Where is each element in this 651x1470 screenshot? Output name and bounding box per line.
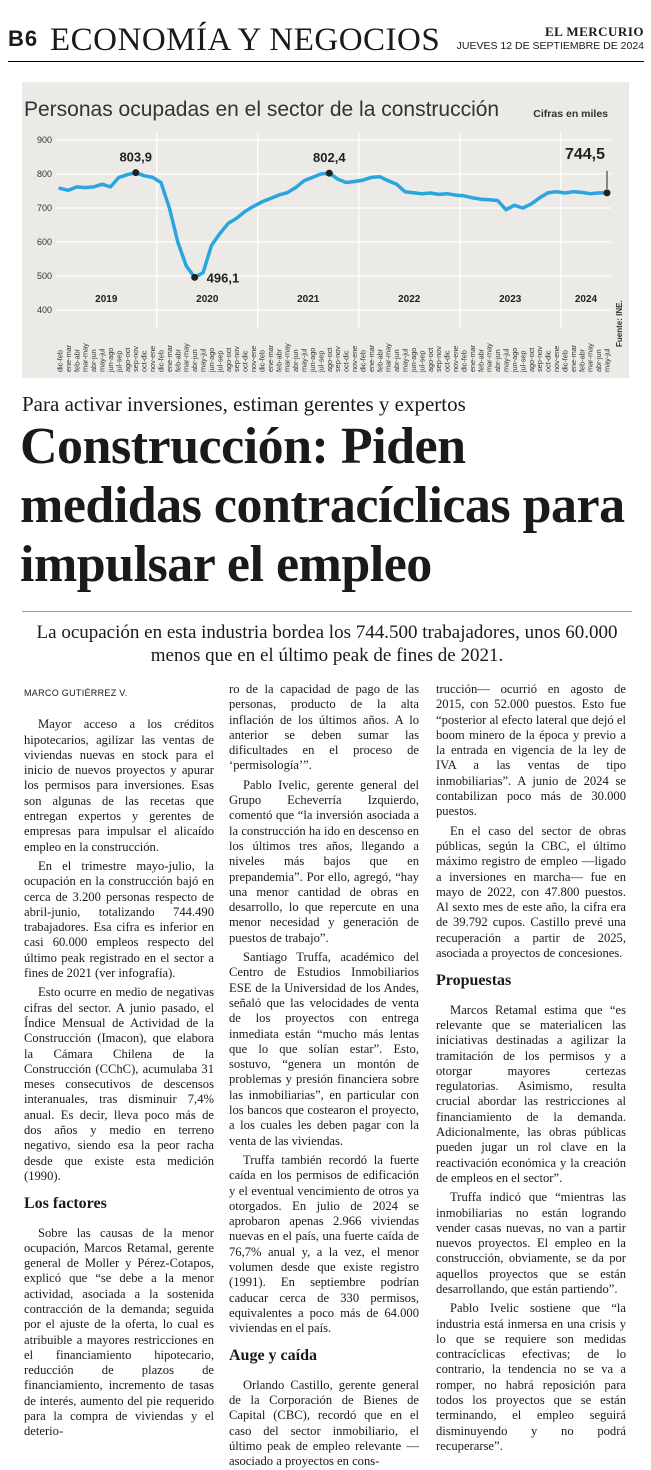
paragraph: Sobre las causas de la menor ocupación, Marcos Retamal, gerente general de Moller y Pérez-Cotapos, explicó que “se debe a la menor actividad, asociada a la sostenida contracción de la demanda; seguida por el ajuste de la oferta, lo cual es atribuible a mayores restricciones en el financiamiento hipotecario, reducción de plazos de financiamiento, incremento de tasas de interés, aumento del pie requerido para la compra de viviendas y el deterio- [24, 1225, 214, 1439]
article-column-3 [436, 682, 626, 1458]
x-tick-label: oct-dic [240, 350, 250, 372]
annotation-label: 496,1 [206, 270, 240, 286]
article-deck [22, 621, 632, 667]
y-tick-label: 800 [36, 169, 52, 179]
annotation-label: 803,9 [119, 149, 153, 165]
article-headline: Construcción: Piden medidas contracíclicas para impulsar el empleo [20, 418, 625, 593]
chart-svg [22, 82, 629, 378]
x-tick-label: abr-jun [392, 349, 402, 372]
x-tick-label: mar-may [484, 343, 494, 372]
article-kicker: Para activar inversiones, estiman gerentes y expertos [22, 392, 466, 416]
annotation-label: 744,5 [564, 145, 605, 163]
y-tick-label: 500 [36, 271, 52, 281]
x-tick-label: oct-dic [442, 350, 452, 372]
chart-unit-note: Cifras en miles [533, 108, 608, 120]
x-tick-label: abr-jun [190, 349, 200, 372]
deck-divider [22, 611, 632, 612]
x-tick-label: nov-ene [451, 345, 461, 372]
paragraph: Pablo Ivelic sostiene que “la industria está inmersa en una crisis y lo que se requiere son medidas contracíclicas efectivas; de lo contrario, la tendencia no se va a romper, no habrá reposición para todos los proyectos que se están terminando, el empleo seguirá disminuyendo y no podrá recuperarse”. [436, 1301, 626, 1453]
issue-date: JUEVES 12 DE SEPTIEMBRE DE 2024 [456, 40, 644, 52]
x-tick-label: sep-nov [535, 346, 545, 372]
annotation-label: 802,4 [313, 150, 346, 166]
year-label: 2020 [196, 294, 219, 305]
paragraph: Santiago Truffa, académico del Centro de Estudios Inmobiliarios ESE de la Universidad de los Andes, señaló que las velocidades de venta de los proyectos con entrega inmediata están “mucho más lentas que lo que solían estar”. Esto, sostuvo, “genera un montón de problemas y presión financiera sobre las inmobiliarias”, en particular con los bancos que costearon el proyecto, a los cuales les deben pagar con la venta de las viviendas. [229, 950, 419, 1148]
x-tick-label: may-jul [299, 348, 309, 372]
annotation-dot [132, 169, 139, 176]
x-tick-label: feb-abr [173, 348, 183, 372]
x-tick-label: jun-ago [105, 347, 115, 372]
x-tick-label: may-jul [501, 348, 511, 372]
x-tick-label: may-jul [198, 348, 208, 372]
masthead [8, 18, 644, 62]
newspaper-name: EL MERCURIO [544, 24, 644, 39]
x-tick-label: mar-may [80, 343, 90, 372]
x-tick-label: jul-sep [316, 350, 326, 372]
x-tick-label: jun-ago [509, 347, 519, 372]
y-tick-label: 400 [36, 305, 52, 315]
x-tick-label: feb-abr [476, 348, 486, 372]
paragraph: trucción— ocurrió en agosto de 2015, con 52.000 puestos. Esto fue “posterior al efecto lateral que dejó el boom minero de la época y previo a la entrada en vigencia de la ley de IVA a las ventas de tipo inmobiliarias”. A junio de 2024 se contabilizan poco más de 30.000 puestos. [436, 682, 626, 819]
year-label: 2022 [398, 294, 421, 305]
x-tick-label: ene-mar [467, 344, 477, 372]
article-column-2 [229, 682, 419, 1470]
section-title: ECONOMÍA Y NEGOCIOS [50, 22, 441, 58]
x-tick-label: ago-oct [122, 347, 132, 372]
x-tick-label: ene-mar [568, 344, 578, 372]
x-tick-label: ago-oct [425, 347, 435, 372]
x-tick-label: feb-abr [577, 348, 587, 372]
x-tick-label: nov-ene [148, 345, 158, 372]
x-tick-label: dic-feb [156, 350, 166, 372]
x-tick-label: abr-jun [594, 349, 604, 372]
x-tick-label: jul-sep [417, 350, 427, 372]
x-tick-label: may-jul [97, 348, 107, 372]
year-label: 2024 [574, 294, 598, 305]
x-tick-label: mar-may [282, 343, 292, 372]
year-label: 2019 [95, 294, 118, 305]
x-tick-label: jun-ago [408, 347, 418, 372]
year-label: 2021 [297, 294, 320, 305]
x-tick-label: nov-ene [552, 345, 562, 372]
paragraph: Truffa indicó que “mientras las inmobiliarias no están logrando vender casas nuevas, no van a partir nuevos proyectos. El empleo en la construcción, obviamente, se da por aquellos proyectos que se están desarrollando, que están partiendo”. [436, 1190, 626, 1296]
page-number: B6 [8, 26, 39, 51]
paragraph: Esto ocurre en medio de negativas cifras del sector. A junio pasado, el Índice Mensual de Actividad de la Construcción (Imacon), que elabora la Cámara Chilena de la Construcción (CChC), acumulaba 31 meses consecutivos de descensos interanuales, tras disminuir 7,4% anual. Es decir, lleva poco más de dos años y medio en terreno negativo, siendo esa la peor racha desde que existe esta medición (1990). [24, 985, 214, 1183]
x-tick-label: jul-sep [114, 350, 124, 372]
x-tick-label: ene-mar [164, 344, 174, 372]
paragraph: En el trimestre mayo-julio, la ocupación en la construcción bajó en cerca de 3.200 personas respecto de abril-junio, totalizando 744.490 trabajadores. Esa cifra es inferior en casi 60.000 empleos respecto del último peak registrado en el sector a fines de 2021 (ver infografía). [24, 858, 214, 981]
paragraph: En el caso del sector de obras públicas, según la CBC, el último máximo registro de empleo —ligado a inversiones en marcha— fue en mayo de 2022, con 47.800 puestos. Al sexto mes de este año, la cifra era de 39.792 cupos. Castillo prevé una recuperación a partir de 2025, asociada a proyectos de concesiones. [436, 823, 626, 961]
x-tick-label: dic-feb [459, 350, 469, 372]
x-tick-label: ene-mar [265, 344, 275, 372]
subheading-propuestas: Propuestas [436, 972, 512, 990]
x-tick-label: dic-feb [55, 350, 65, 372]
x-tick-label: nov-ene [249, 345, 259, 372]
x-tick-label: ene-mar [366, 344, 376, 372]
x-tick-label: sep-nov [434, 346, 444, 372]
year-label: 2023 [499, 294, 522, 305]
x-tick-label: ene-mar [63, 344, 73, 372]
subheading-auge: Auge y caída [229, 1347, 317, 1365]
x-tick-label: oct-dic [139, 350, 149, 372]
x-tick-label: mar-may [181, 343, 191, 372]
x-tick-label: jul-sep [518, 350, 528, 372]
x-tick-label: sep-nov [232, 346, 242, 372]
paragraph: Marcos Retamal estima que “es relevante que se materialicen las iniciativas destinadas a agilizar la tramitación de los permisos y a otorgar mayores certezas regulatorias. Asimismo, resulta crucial abordar las restricciones al financiamiento de la demanda. Adicionalmente, las obras públicas pueden jugar un rol clave en la reactivación económica y la creación de empleos en el sector”. [436, 1002, 626, 1185]
x-tick-label: ago-oct [223, 347, 233, 372]
byline: MARCO GUTIÉRREZ V. [24, 688, 128, 698]
y-tick-label: 700 [36, 203, 52, 213]
annotation-dot [326, 170, 333, 177]
x-tick-label: abr-jun [493, 349, 503, 372]
paragraph: Mayor acceso a los créditos hipotecarios, agilizar las ventas de viviendas nuevas en stock para el inicio de nuevos proyectos y apurar los permisos para inversiones. Esas son algunas de las recetas que entregan expertos y gerentes de empresas para impulsar el alicaído empleo en la construcción. [24, 717, 214, 854]
deck-text: La ocupación en esta industria bordea los 744.500 trabajadores, unos 60.000 menos que en el último peak de fines de 2021. [36, 622, 618, 666]
x-tick-label: ago-oct [324, 347, 334, 372]
y-tick-label: 600 [36, 237, 52, 247]
series-line [60, 173, 607, 278]
x-tick-label: oct-dic [341, 350, 351, 372]
x-tick-label: mar-may [383, 343, 393, 372]
x-tick-label: nov-ene [350, 345, 360, 372]
paragraph: Orlando Castillo, gerente general de la Corporación de Bienes de Capital (CBC), recordó que en el caso del sector inmobiliario, el último peak de empleo relevante —asociado a proyectos en cons- [229, 1377, 419, 1469]
x-tick-label: sep-nov [131, 346, 141, 372]
x-tick-label: mar-may [585, 343, 595, 372]
x-tick-label: feb-abr [72, 348, 82, 372]
paragraph: Truffa también recordó la fuerte caída en los permisos de edificación y el eventual vencimiento de otros ya otorgados. En julio de 2024 se aprobaron apenas 2.966 viviendas nuevas en el país, una fuerte caída de 76,7% anual y, a la vez, el menor volumen desde que existe registro (1991). En septiembre podrían caducar cerca de 330 permisos, equivalentes a poco más de 64.000 viviendas en el país. [229, 1152, 419, 1336]
x-tick-label: oct-dic [543, 350, 553, 372]
annotation-dot [604, 189, 611, 196]
x-tick-label: dic-feb [560, 350, 570, 372]
employment-chart [22, 82, 629, 378]
x-tick-label: jul-sep [215, 350, 225, 372]
x-tick-label: abr-jun [89, 349, 99, 372]
paragraph: Pablo Ivelic, gerente general del Grupo Echeverría Izquierdo, comentó que “la inversión asociada a la construcción ha ido en descenso en los últimos tres años, llegando a niveles más bajos que en prepandemia”. Por ello, agregó, “hay una menor cantidad de obras en desarrollo, lo que repercute en una menor necesidad y generación de puestos de trabajo”. [229, 777, 419, 945]
x-tick-label: dic-feb [257, 350, 267, 372]
y-tick-label: 900 [36, 135, 52, 145]
paragraph: ro de la capacidad de pago de las personas, producto de la alta inflación de los últimos años. A lo anterior se deben sumar las dificultades en el proceso de ‘permisología’”. [229, 682, 419, 773]
chart-source: Fuente: INE. [615, 300, 624, 347]
x-tick-label: jun-ago [206, 347, 216, 372]
subheading-factores: Los factores [24, 1195, 107, 1213]
x-tick-label: may-jul [400, 348, 410, 372]
x-tick-label: feb-abr [274, 348, 284, 372]
annotation-dot [191, 274, 198, 281]
chart-title: Personas ocupadas en el sector de la construcción [24, 98, 500, 121]
x-tick-label: dic-feb [358, 350, 368, 372]
article-column-1 [24, 682, 214, 1444]
x-tick-label: sep-nov [333, 346, 343, 372]
x-tick-label: ago-oct [526, 347, 536, 372]
x-tick-label: feb-abr [375, 348, 385, 372]
x-tick-label: abr-jun [291, 349, 301, 372]
x-tick-label: may-jul [602, 348, 612, 372]
x-tick-label: jun-ago [307, 347, 317, 372]
